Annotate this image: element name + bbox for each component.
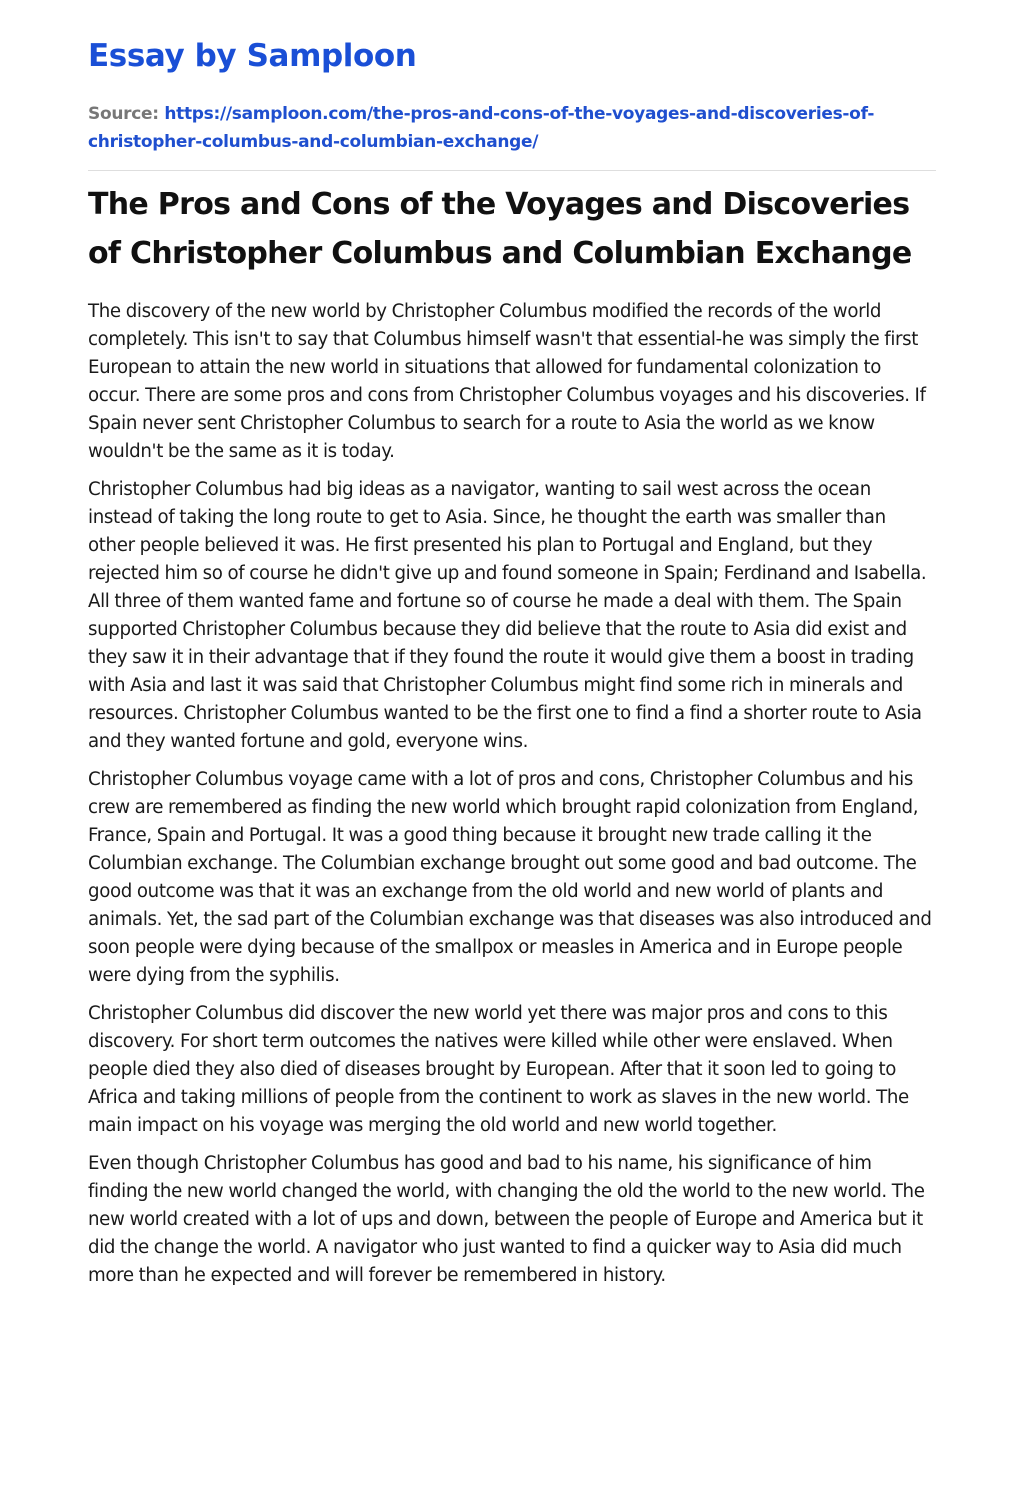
site-brand[interactable]: Essay by Samploon	[88, 38, 417, 74]
source-line	[88, 100, 948, 156]
essay-title: The Pros and Cons of the Voyages and Discoveries of Christopher Columbus and Columbian Exchange	[88, 187, 912, 271]
source-label: Source:	[88, 104, 159, 124]
source-link[interactable]: https://samploon.com/the-pros-and-cons-of-the-voyages-and-discoveries-of-christopher-columbus-and-columbian-exchange/	[88, 104, 875, 152]
essay-body	[88, 298, 936, 1300]
essay-paragraph: Christopher Columbus had big ideas as a navigator, wanting to sail west across the ocean instead of taking the long route to get to Asia. Since, he thought the earth was smaller than other people believed it was. He first presented his plan to Portugal and England, but they rejected him so of course he didn't give up and found someone in Spain; Ferdinand and Isabella. All three of them wanted fame and fortune so of course he made a deal with them. The Spain supported Christopher Columbus because they did believe that the route to Asia did exist and they saw it in their advantage that if they found the route it would give them a boost in trading with Asia and last it was said that Christopher Columbus might find some rich in minerals and resources. Christopher Columbus wanted to be the first one to find a find a shorter route to Asia and they wanted fortune and gold, everyone wins.	[88, 479, 927, 752]
header-divider	[88, 170, 936, 171]
essay-paragraph: Christopher Columbus voyage came with a lot of pros and cons, Christopher Columbus and his crew are remembered as finding the new world which brought rapid colonization from England, France, Spain and Portugal. It was a good thing because it brought new trade calling it the Columbian exchange. The Columbian exchange brought out some good and bad outcome. The good outcome was that it was an exchange from the old world and new world of plants and animals. Yet, the sad part of the Columbian exchange was that diseases was also introduced and soon people were dying because of the smallpox or measles in America and in Europe people were dying from the syphilis.	[88, 769, 932, 986]
essay-paragraph: Even though Christopher Columbus has good and bad to his name, his significance of him finding the new world changed the world, with changing the old the world to the new world. The new world created with a lot of ups and down, between the people of Europe and America but it did the change the world. A navigator who just wanted to find a quicker way to Asia did much more than he expected and will forever be remembered in history.	[88, 1153, 925, 1286]
essay-paragraph: The discovery of the new world by Christopher Columbus modified the records of the world completely. This isn't to say that Columbus himself wasn't that essential-he was simply the first European to attain the new world in situations that allowed for fundamental colonization to occur. There are some pros and cons from Christopher Columbus voyages and his discoveries. If Spain never sent Christopher Columbus to search for a route to Asia the world as we know wouldn't be the same as it is today.	[88, 301, 926, 462]
essay-paragraph: Christopher Columbus did discover the new world yet there was major pros and cons to this discovery. For short term outcomes the natives were killed while other were enslaved. When people died they also died of diseases brought by European. After that it soon led to going to Africa and taking millions of people from the continent to work as slaves in the new world. The main impact on his voyage was merging the old world and new world together.	[88, 1003, 909, 1136]
